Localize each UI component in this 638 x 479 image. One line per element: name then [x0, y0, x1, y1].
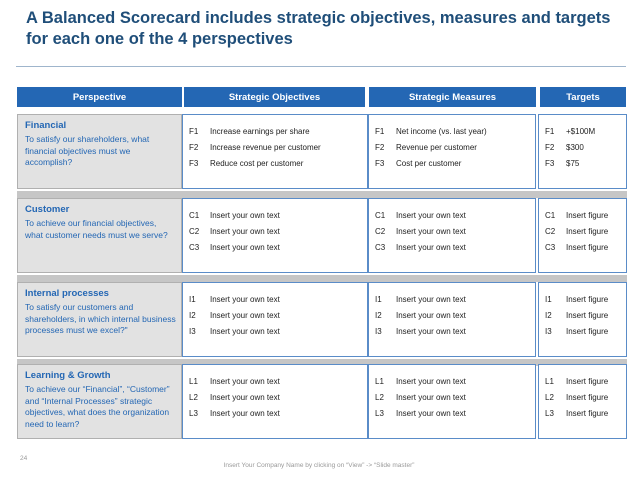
- target-item: [545, 143, 584, 152]
- item-text: $300: [566, 143, 584, 152]
- item-text: Increase revenue per customer: [210, 143, 321, 152]
- item-text: Insert figure: [566, 311, 609, 320]
- item-code: L2: [545, 393, 554, 402]
- item-text: Insert figure: [566, 393, 609, 402]
- item-code: C3: [189, 243, 200, 252]
- targets-cell-learning-growth: [538, 364, 627, 439]
- item-text: Insert figure: [566, 211, 609, 220]
- item-text: Insert your own text: [396, 295, 466, 304]
- objective-item: [189, 227, 280, 236]
- objectives-cell-internal-processes: [182, 282, 368, 357]
- item-text: Insert your own text: [396, 377, 466, 386]
- item-code: F1: [375, 127, 385, 136]
- item-code: L1: [189, 377, 198, 386]
- item-code: C1: [375, 211, 386, 220]
- item-code: F2: [375, 143, 385, 152]
- title-divider: [16, 66, 626, 67]
- item-text: Net income (vs. last year): [396, 127, 487, 136]
- perspective-cell-internal-processes: [17, 282, 182, 357]
- measure-item: [375, 227, 466, 236]
- targets-cell-financial: [538, 114, 627, 189]
- measure-item: [375, 409, 466, 418]
- item-code: F2: [545, 143, 555, 152]
- measures-cell-customer: [368, 198, 536, 273]
- item-text: Insert your own text: [396, 227, 466, 236]
- item-text: Insert figure: [566, 377, 609, 386]
- item-code: L1: [545, 377, 554, 386]
- targets-cell-internal-processes: [538, 282, 627, 357]
- item-text: Insert your own text: [210, 211, 280, 220]
- item-text: Insert figure: [566, 227, 609, 236]
- item-code: I3: [375, 327, 382, 336]
- item-code: I1: [375, 295, 382, 304]
- item-text: Insert your own text: [396, 327, 466, 336]
- objective-item: [189, 393, 280, 402]
- objective-item: [189, 327, 280, 336]
- row-separator: [17, 191, 627, 198]
- item-text: Insert your own text: [210, 409, 280, 418]
- target-item: [545, 409, 608, 418]
- measure-item: [375, 377, 466, 386]
- perspective-description: To satisfy our shareholders, what financial objectives must we accomplish?: [25, 134, 150, 167]
- item-code: C2: [375, 227, 386, 236]
- perspective-title: Customer: [25, 204, 70, 215]
- item-text: Insert figure: [566, 409, 609, 418]
- perspective-cell-financial: [17, 114, 182, 189]
- target-item: [545, 243, 608, 252]
- header-strategic-objectives: Strategic Objectives: [184, 87, 365, 107]
- item-code: I3: [189, 327, 196, 336]
- item-code: I1: [545, 295, 552, 304]
- item-code: I1: [189, 295, 196, 304]
- measures-cell-learning-growth: [368, 364, 536, 439]
- objectives-cell-financial: [182, 114, 368, 189]
- item-code: L2: [375, 393, 384, 402]
- objective-item: [189, 211, 280, 220]
- target-item: [545, 127, 595, 136]
- measure-item: [375, 327, 466, 336]
- item-text: Insert your own text: [210, 227, 280, 236]
- item-code: C2: [545, 227, 556, 236]
- item-text: Insert figure: [566, 327, 609, 336]
- perspective-cell-customer: [17, 198, 182, 273]
- item-code: F3: [375, 159, 385, 168]
- target-item: [545, 227, 608, 236]
- item-code: F1: [545, 127, 555, 136]
- measure-item: [375, 311, 466, 320]
- item-code: L3: [375, 409, 384, 418]
- item-code: F1: [189, 127, 199, 136]
- measure-item: [375, 243, 466, 252]
- item-text: +$100M: [566, 127, 596, 136]
- header-strategic-measures: Strategic Measures: [369, 87, 536, 107]
- target-item: [545, 311, 608, 320]
- item-code: L3: [545, 409, 554, 418]
- target-item: [545, 211, 608, 220]
- objectives-cell-learning-growth: [182, 364, 368, 439]
- item-text: Insert your own text: [396, 311, 466, 320]
- measure-item: [375, 127, 487, 136]
- item-code: F2: [189, 143, 199, 152]
- perspective-description: To satisfy our customers and shareholders, in which internal business processes must we excel?": [25, 302, 176, 335]
- item-code: I2: [545, 311, 552, 320]
- item-code: F3: [189, 159, 199, 168]
- item-text: Cost per customer: [396, 159, 462, 168]
- targets-cell-customer: [538, 198, 627, 273]
- measure-item: [375, 211, 466, 220]
- item-code: C2: [189, 227, 200, 236]
- item-code: L1: [375, 377, 384, 386]
- measures-cell-internal-processes: [368, 282, 536, 357]
- item-text: Insert your own text: [396, 409, 466, 418]
- item-text: Insert figure: [566, 295, 609, 304]
- page-number: 24: [20, 455, 28, 462]
- item-code: C3: [545, 243, 556, 252]
- footer-note: Insert Your Company Name by clicking on “View” -> “Slide master”: [223, 462, 415, 469]
- item-text: Insert your own text: [210, 393, 280, 402]
- target-item: [545, 393, 608, 402]
- item-code: I3: [545, 327, 552, 336]
- item-text: $75: [566, 159, 580, 168]
- item-code: I2: [189, 311, 196, 320]
- perspective-title: Internal processes: [25, 288, 109, 299]
- objective-item: [189, 295, 280, 304]
- perspective-description: To achieve our financial objectives, what customer needs must we serve?: [25, 218, 168, 240]
- target-item: [545, 377, 608, 386]
- measure-item: [375, 143, 477, 152]
- slide-title: A Balanced Scorecard includes strategic objectives, measures and targets for each one of the 4 perspectives: [26, 9, 611, 48]
- measures-cell-financial: [368, 114, 536, 189]
- perspective-description: To achieve our “Financial”, “Customer” and “Internal Processes” strategic objectives, what does the organization need to learn?: [25, 384, 170, 429]
- header-targets: Targets: [540, 87, 626, 107]
- target-item: [545, 295, 608, 304]
- item-text: Insert figure: [566, 243, 609, 252]
- item-text: Increase earnings per share: [210, 127, 310, 136]
- objective-item: [189, 311, 280, 320]
- item-code: L3: [189, 409, 198, 418]
- perspective-title: Financial: [25, 120, 67, 131]
- item-text: Insert your own text: [210, 243, 280, 252]
- measure-item: [375, 159, 461, 168]
- item-text: Insert your own text: [210, 311, 280, 320]
- objective-item: [189, 377, 280, 386]
- header-perspective: Perspective: [17, 87, 182, 107]
- objective-item: [189, 127, 310, 136]
- target-item: [545, 159, 579, 168]
- item-text: Insert your own text: [396, 211, 466, 220]
- item-text: Insert your own text: [396, 393, 466, 402]
- target-item: [545, 327, 608, 336]
- objective-item: [189, 409, 280, 418]
- row-separator: [17, 275, 627, 282]
- item-text: Insert your own text: [210, 295, 280, 304]
- item-text: Insert your own text: [396, 243, 466, 252]
- item-text: Insert your own text: [210, 377, 280, 386]
- objective-item: [189, 159, 303, 168]
- item-code: C1: [545, 211, 556, 220]
- perspective-title: Learning & Growth: [25, 370, 111, 381]
- item-code: C3: [375, 243, 386, 252]
- item-code: F3: [545, 159, 555, 168]
- objective-item: [189, 143, 321, 152]
- item-text: Revenue per customer: [396, 143, 477, 152]
- item-code: L2: [189, 393, 198, 402]
- objectives-cell-customer: [182, 198, 368, 273]
- item-text: Reduce cost per customer: [210, 159, 304, 168]
- measure-item: [375, 393, 466, 402]
- objective-item: [189, 243, 280, 252]
- perspective-cell-learning-growth: [17, 364, 182, 439]
- item-code: C1: [189, 211, 200, 220]
- measure-item: [375, 295, 466, 304]
- item-text: Insert your own text: [210, 327, 280, 336]
- item-code: I2: [375, 311, 382, 320]
